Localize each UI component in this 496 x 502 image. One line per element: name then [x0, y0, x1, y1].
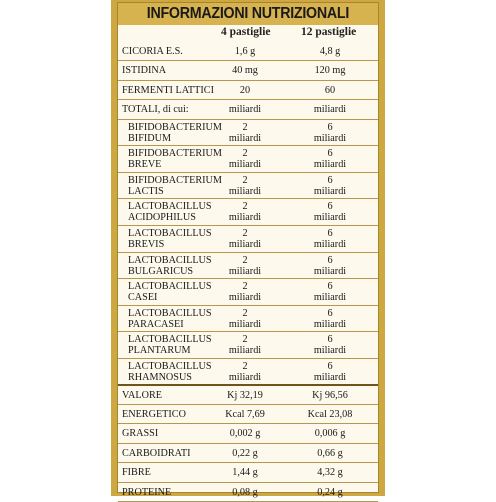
value-4-tablets — [213, 409, 277, 420]
value-12-tablets-line: 120 mg — [314, 65, 346, 77]
value-4-tablets-line: 2 — [242, 148, 248, 160]
value-4-tablets-line: Kj 32,19 — [227, 389, 263, 401]
nutrient-name — [128, 281, 212, 303]
value-4-tablets-line: miliardi — [228, 318, 262, 330]
nutrient-name-line: LACTIS — [128, 185, 164, 197]
value-4-tablets-line: 2 — [242, 201, 248, 213]
nutrient-name-line: GRASSI — [122, 428, 159, 440]
value-12-tablets-line: miliardi — [313, 372, 347, 383]
value-4-tablets — [213, 428, 277, 439]
value-4-tablets — [213, 281, 277, 303]
value-12-tablets-line: 6 — [327, 201, 333, 213]
title-bar — [118, 3, 378, 25]
value-4-tablets-line: 0,22 g — [232, 447, 258, 459]
nutrient-name-line: ENERGETICO — [122, 409, 186, 420]
value-12-tablets-line: 6 — [327, 281, 333, 293]
value-12-tablets-line: Kcal 23,08 — [307, 409, 353, 420]
value-4-tablets-line: 0,08 g — [232, 486, 258, 498]
column-headers — [118, 25, 378, 42]
nutrient-name — [122, 467, 151, 478]
nutrient-name — [128, 201, 212, 223]
value-4-tablets — [213, 334, 277, 356]
value-12-tablets-line: 6 — [327, 148, 333, 160]
value-12-tablets-line: miliardi — [313, 132, 347, 144]
value-12-tablets-line: 60 — [324, 84, 336, 96]
nutrient-name — [128, 334, 212, 356]
table-row — [118, 253, 378, 280]
value-4-tablets — [213, 65, 277, 76]
nutrient-name — [122, 104, 189, 115]
value-4-tablets — [213, 308, 277, 330]
nutrient-name — [122, 390, 162, 401]
value-4-tablets-line: miliardi — [228, 159, 262, 171]
value-12-tablets-line: miliardi — [313, 265, 347, 277]
value-4-tablets-line: 1,44 g — [232, 467, 258, 479]
nutrient-name — [122, 46, 183, 57]
value-4-tablets — [213, 390, 277, 401]
value-4-tablets — [213, 228, 277, 250]
table-row — [118, 332, 378, 359]
value-4-tablets-line: miliardi — [228, 265, 262, 277]
column-header-4-tablets: 4 pastiglie — [221, 26, 271, 38]
nutrient-name — [122, 65, 166, 76]
value-12-tablets-line: 6 — [327, 307, 333, 319]
value-4-tablets-line: 20 — [239, 84, 251, 96]
value-4-tablets-line: miliardi — [228, 345, 262, 357]
nutrient-name-line: FERMENTI LATTICI — [122, 84, 214, 96]
value-12-tablets-line: 6 — [327, 121, 333, 133]
value-12-tablets — [290, 308, 370, 330]
value-4-tablets-line: miliardi — [228, 292, 262, 304]
table-row — [118, 42, 378, 61]
value-4-tablets-line: miliardi — [228, 239, 262, 250]
nutrient-name-line: LACTOBACILLUS — [128, 361, 212, 372]
table-row — [118, 279, 378, 306]
nutrient-name-line: PLANTARUM — [128, 345, 191, 357]
value-12-tablets — [290, 85, 370, 96]
nutrient-name — [128, 361, 212, 383]
nutrient-name — [128, 175, 222, 197]
value-12-tablets — [290, 467, 370, 478]
value-4-tablets — [213, 46, 277, 57]
value-12-tablets — [290, 148, 370, 170]
nutrient-name-line: BREVIS — [128, 239, 165, 250]
nutrient-name-line: BIFIDOBACTERIUM — [128, 121, 222, 133]
nutrient-name — [122, 428, 158, 439]
value-4-tablets-line: 40 mg — [232, 65, 258, 77]
value-4-tablets-line: 2 — [242, 254, 248, 266]
nutrient-name-line: CICORIA E.S. — [122, 46, 183, 57]
nutrient-name-line: ISTIDINA — [122, 65, 167, 77]
nutrient-name-line: LACTOBACILLUS — [128, 201, 212, 213]
nutrient-name-line: BREVE — [128, 159, 162, 171]
value-12-tablets-line: 6 — [327, 228, 333, 239]
nutrition-label — [111, 0, 385, 496]
value-4-tablets-line: 2 — [242, 228, 248, 239]
value-12-tablets-line: 4,8 g — [319, 46, 341, 57]
nutrient-name-line: FIBRE — [122, 467, 151, 479]
value-12-tablets — [290, 390, 370, 401]
value-12-tablets — [290, 448, 370, 459]
value-12-tablets — [290, 409, 370, 420]
value-4-tablets — [213, 104, 277, 115]
value-12-tablets-line: 4,32 g — [317, 467, 343, 479]
table-row — [118, 120, 378, 147]
value-12-tablets — [290, 255, 370, 277]
nutrient-name — [128, 148, 222, 170]
value-4-tablets-line: 2 — [242, 334, 248, 346]
nutrient-name-line: PROTEINE — [122, 486, 172, 498]
value-4-tablets-line: miliardi — [228, 212, 262, 224]
value-12-tablets — [290, 201, 370, 223]
value-4-tablets-line: miliardi — [228, 372, 262, 383]
nutrient-name-line: TOTALI, di cui: — [122, 104, 189, 116]
nutrient-name-line: LACTOBACILLUS — [128, 307, 212, 319]
table-row — [118, 424, 378, 443]
value-12-tablets — [290, 361, 370, 383]
table-row — [118, 146, 378, 173]
table-row — [118, 226, 378, 253]
value-4-tablets-line: miliardi — [228, 185, 262, 197]
value-4-tablets-line: miliardi — [228, 104, 262, 116]
nutrient-name — [128, 255, 212, 277]
value-4-tablets — [213, 175, 277, 197]
nutrient-name — [122, 409, 186, 420]
table-row — [118, 61, 378, 80]
value-12-tablets — [290, 122, 370, 144]
nutrient-name-line: VALORE — [122, 389, 162, 401]
value-12-tablets — [290, 228, 370, 250]
table-row — [118, 386, 378, 405]
nutrient-name-line: CARBOIDRATI — [122, 447, 191, 459]
value-4-tablets — [213, 201, 277, 223]
table-row — [118, 463, 378, 482]
nutrient-name-line: BIFIDOBACTERIUM — [128, 174, 222, 186]
table-row — [118, 483, 378, 502]
nutrient-name-line: LACTOBACILLUS — [128, 254, 212, 266]
nutrition-table — [117, 2, 379, 498]
value-12-tablets — [290, 281, 370, 303]
value-4-tablets-line: 2 — [242, 174, 248, 186]
value-12-tablets-line: 0,24 g — [317, 486, 343, 498]
nutrient-name — [122, 85, 214, 96]
nutrient-name — [128, 122, 222, 144]
nutrient-name-line: BULGARICUS — [128, 265, 194, 277]
value-12-tablets-line: miliardi — [313, 185, 347, 197]
value-4-tablets-line: miliardi — [228, 132, 262, 144]
value-12-tablets-line: 0,66 g — [317, 447, 343, 459]
value-4-tablets — [213, 361, 277, 383]
value-12-tablets-line: miliardi — [313, 159, 347, 171]
table-row — [118, 405, 378, 424]
column-header-12-tablets: 12 pastiglie — [301, 26, 357, 38]
nutrient-name-line: BIFIDUM — [128, 132, 172, 144]
nutrient-name-line: RHAMNOSUS — [128, 372, 192, 383]
table-row — [118, 100, 378, 119]
value-12-tablets-line: 6 — [327, 334, 333, 346]
value-12-tablets-line: miliardi — [313, 292, 347, 304]
value-12-tablets-line: 6 — [327, 254, 333, 266]
value-4-tablets-line: 0,002 g — [229, 428, 261, 440]
table-row — [118, 444, 378, 463]
nutrient-name-line: BIFIDOBACTERIUM — [128, 148, 222, 160]
value-12-tablets-line: miliardi — [313, 318, 347, 330]
nutrient-name — [128, 308, 212, 330]
table-row — [118, 81, 378, 100]
value-12-tablets — [290, 428, 370, 439]
table-title: INFORMAZIONI NUTRIZIONALI — [146, 5, 350, 22]
value-4-tablets-line: 2 — [242, 281, 248, 293]
nutrient-name — [128, 228, 212, 250]
value-12-tablets — [290, 46, 370, 57]
nutrient-name-line: CASEI — [128, 292, 158, 304]
value-4-tablets-line: 2 — [242, 361, 248, 372]
nutrient-name-line: LACTOBACILLUS — [128, 228, 212, 239]
value-12-tablets — [290, 175, 370, 197]
value-4-tablets — [213, 85, 277, 96]
value-12-tablets-line: 6 — [327, 361, 333, 372]
nutrient-name-line: LACTOBACILLUS — [128, 334, 212, 346]
value-12-tablets — [290, 104, 370, 115]
value-4-tablets — [213, 148, 277, 170]
value-12-tablets-line: miliardi — [313, 212, 347, 224]
value-12-tablets — [290, 65, 370, 76]
value-4-tablets-line: 1,6 g — [234, 46, 256, 57]
table-body — [118, 42, 378, 498]
value-4-tablets-line: 2 — [242, 307, 248, 319]
nutrient-name-line: PARACASEI — [128, 318, 184, 330]
value-4-tablets-line: Kcal 7,69 — [225, 409, 265, 420]
value-12-tablets-line: miliardi — [313, 104, 347, 116]
value-12-tablets-line: 6 — [327, 174, 333, 186]
value-4-tablets — [213, 448, 277, 459]
table-row — [118, 173, 378, 200]
value-12-tablets-line: miliardi — [313, 239, 347, 250]
value-4-tablets-line: 2 — [242, 121, 248, 133]
table-row — [118, 306, 378, 333]
value-4-tablets — [213, 467, 277, 478]
value-4-tablets — [213, 122, 277, 144]
value-12-tablets — [290, 334, 370, 356]
table-row — [118, 359, 378, 386]
value-12-tablets-line: miliardi — [313, 345, 347, 357]
value-12-tablets-line: Kj 96,56 — [312, 389, 348, 401]
nutrient-name-line: LACTOBACILLUS — [128, 281, 212, 293]
nutrient-name — [122, 448, 191, 459]
value-12-tablets-line: 0,006 g — [314, 428, 346, 440]
value-4-tablets — [213, 255, 277, 277]
nutrient-name-line: ACIDOPHILUS — [128, 212, 196, 224]
table-row — [118, 199, 378, 226]
